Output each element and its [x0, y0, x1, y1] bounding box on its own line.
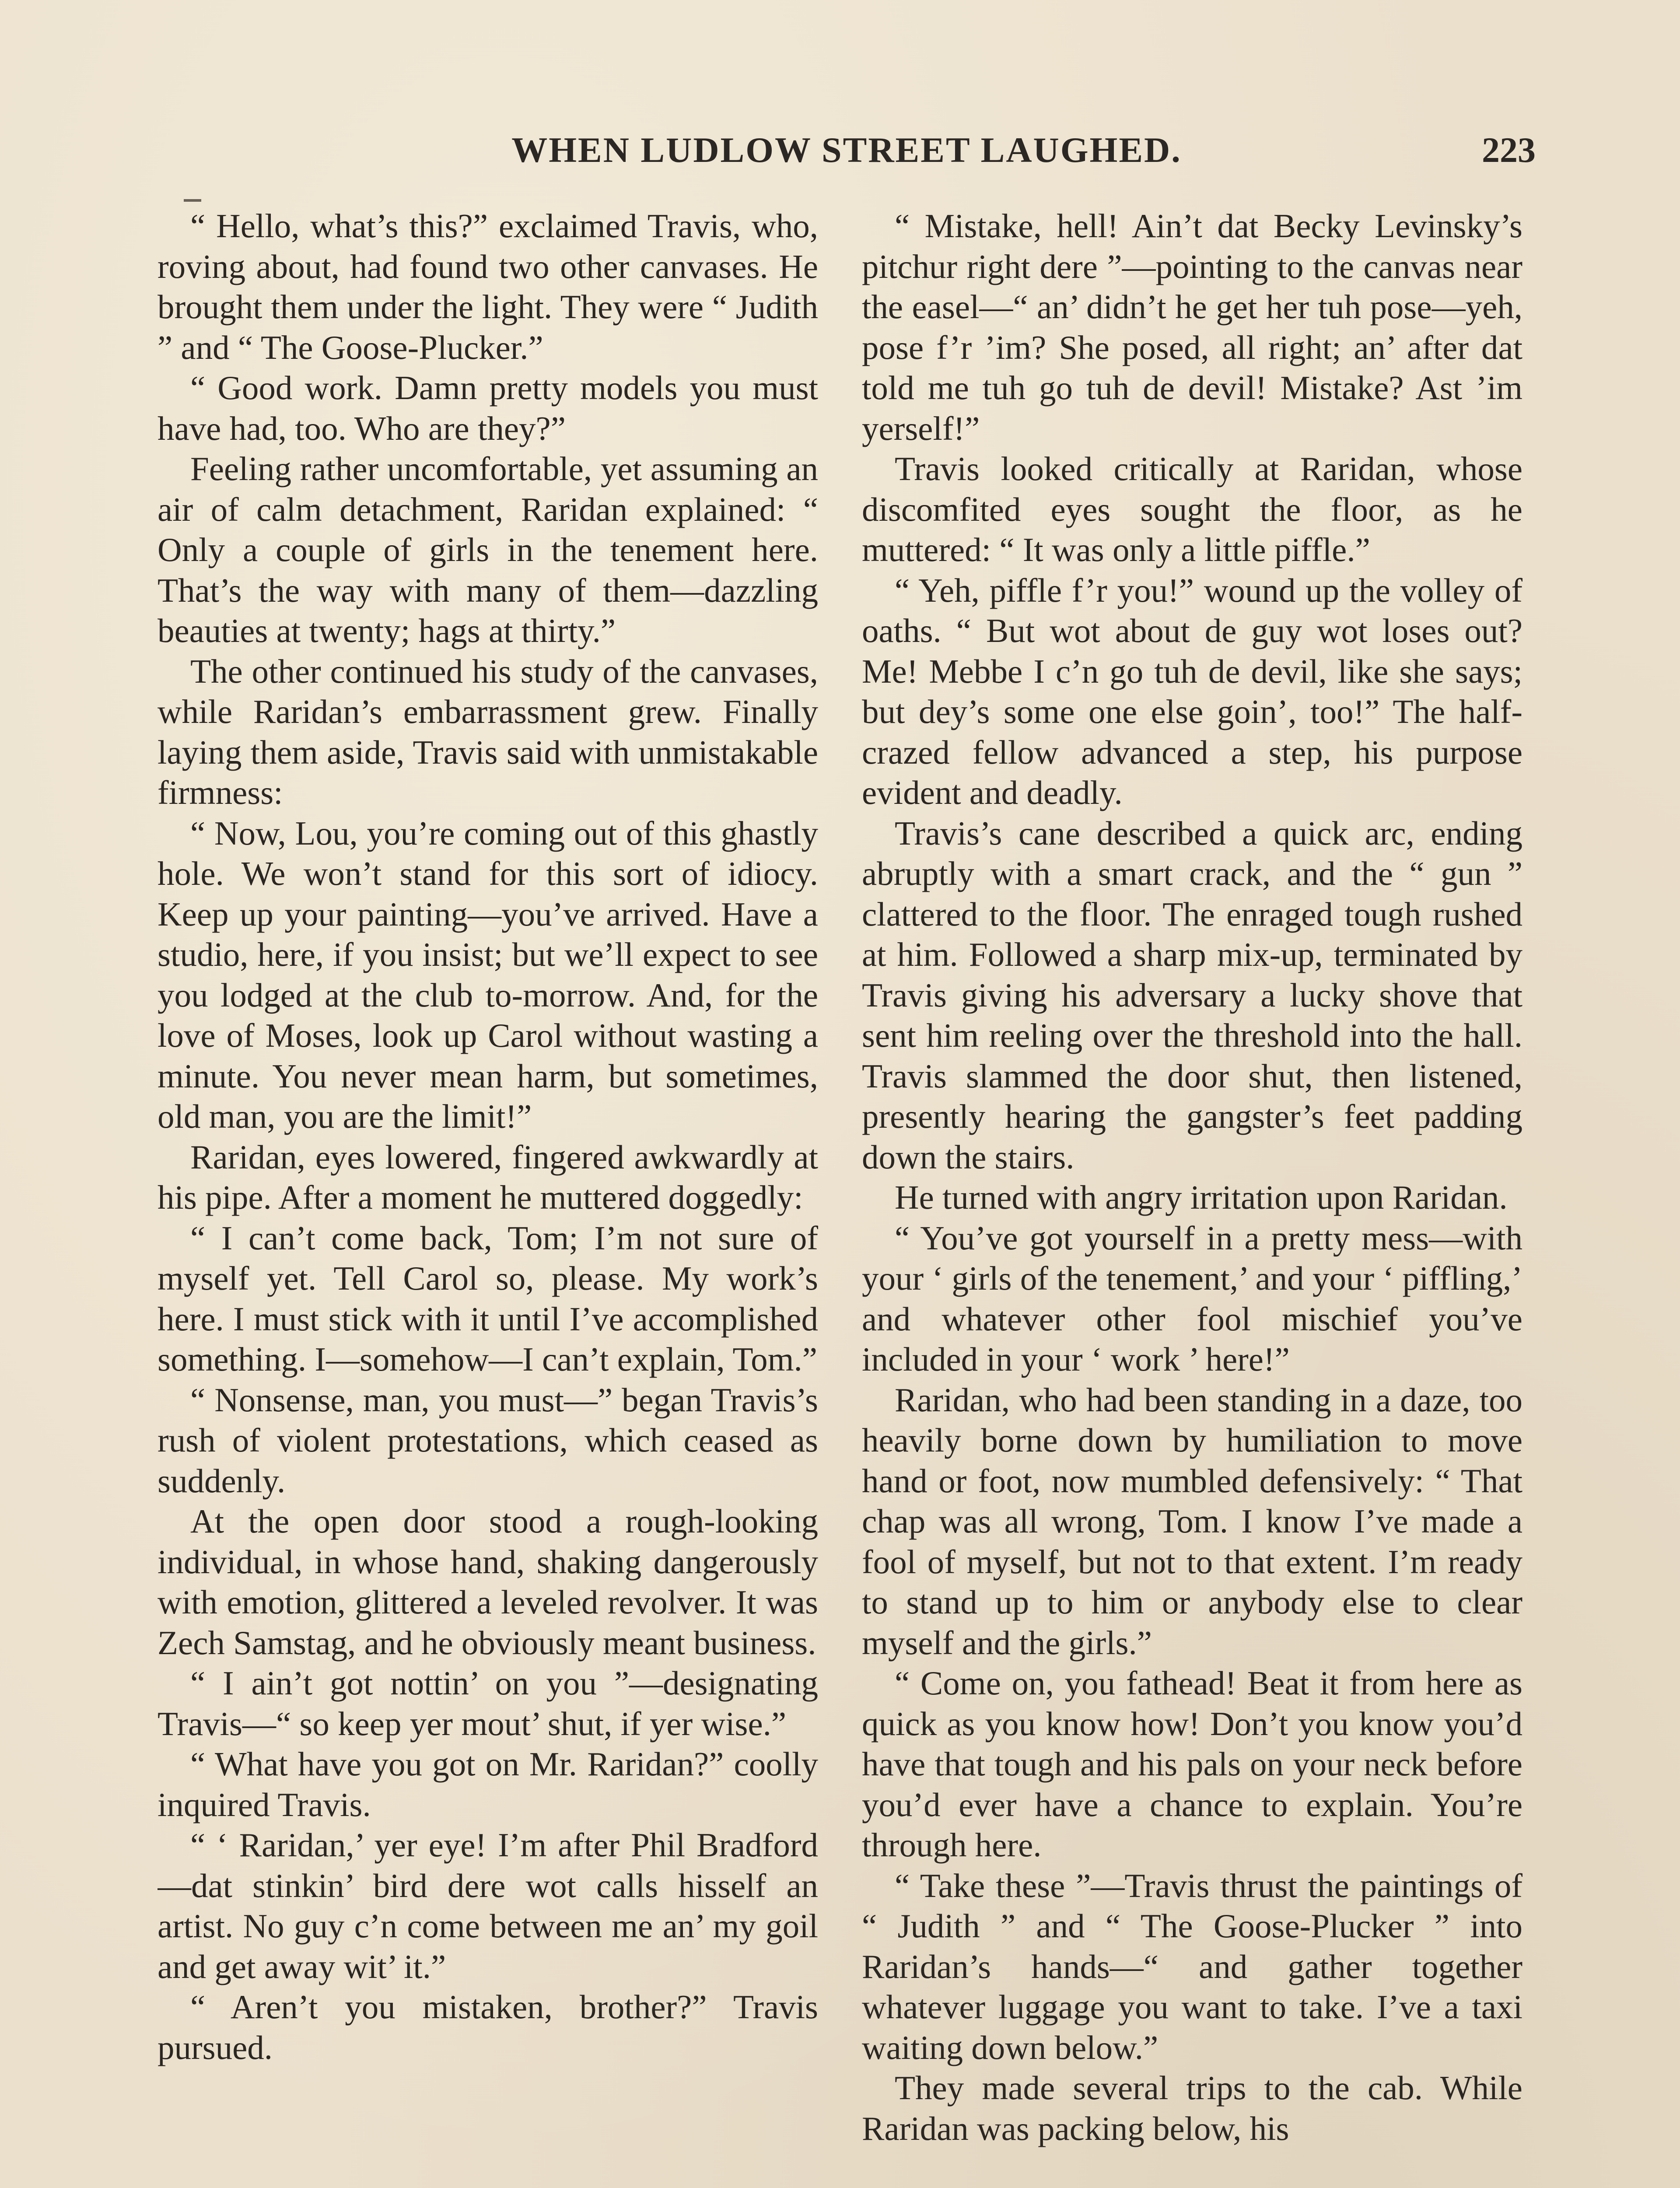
paragraph: “ Nonsense, man, you must—” began Travis’s rush of violent protestations, which ceased as suddenly. [158, 1381, 818, 1500]
paragraph: “ Hello, what’s this?” exclaimed Travis, who, roving about, had found two other canvases. He brought them under the light. They were “ Judith ” and “ The Goose-Plucker.” [158, 207, 818, 366]
printer-mark [184, 199, 201, 202]
paragraph: Raridan, who had been standing in a daze, too heavily borne down by humiliation to move hand or foot, now mumbled defensively: “ That chap was all wrong, Tom. I know I’ve made a fool of myself, but not to that extent. I’m ready to stand up to him or anybody else to clear myself and the girls.” [862, 1381, 1522, 1662]
paragraph: “ Mistake, hell! Ain’t dat Becky Levinsky’s pitchur right dere ”—pointing to the canvas near the easel—“ an’ didn’t he get her tuh pose—yeh, pose f’r ’im? She posed, all right; an’ after dat told me tuh go tuh de devil! Mistake? Ast ’im yerself!” [862, 207, 1522, 447]
paragraph: “ You’ve got yourself in a pretty mess—with your ‘ girls of the tenement,’ and your ‘ piffling,’ and whatever other fool mischief you’ve included in your ‘ work ’ here!” [862, 1219, 1522, 1378]
paragraph: Feeling rather uncomfortable, yet assuming an air of calm detachment, Raridan explained: “ Only a couple of girls in the tenement here. That’s the way with many of them—dazzling beauties at twenty; hags at thirty.” [158, 450, 818, 649]
paragraph: Travis looked critically at Raridan, whose discomfited eyes sought the floor, as he muttered: “ It was only a little piffle.” [862, 450, 1522, 568]
paragraph: “ I ain’t got nottin’ on you ”—designating Travis—“ so keep yer mout’ shut, if yer wise.” [158, 1664, 818, 1743]
running-head: WHEN LUDLOW STREET LAUGHED. [511, 130, 1182, 170]
page-number: 223 [1482, 130, 1536, 170]
paragraph: “ Come on, you fathead! Beat it from here as quick as you know how! Don’t you know you’d have that tough and his pals on your neck before you’d ever have a chance to explain. You’re through here. [862, 1664, 1522, 1864]
paragraph: “ I can’t come back, Tom; I’m not sure of myself yet. Tell Carol so, please. My work’s here. I must stick with it until I’ve accomplished something. I—somehow—I can’t explain, Tom.” [158, 1219, 818, 1378]
paragraph: “ Aren’t you mistaken, brother?” Travis pursued. [158, 1988, 818, 2066]
paragraph: “ Good work. Damn pretty models you must have had, too. Who are they?” [158, 369, 818, 447]
paragraph: “ What have you got on Mr. Raridan?” coolly inquired Travis. [158, 1745, 818, 1823]
paragraph: “ Now, Lou, you’re coming out of this ghastly hole. We won’t stand for this sort of idiocy. Keep up your painting—you’ve arrived. Have a studio, here, if you insist; but we’ll expect to see you lodged at the club to-morrow. And, for the love of Moses, look up Carol without wasting a minute. You never mean harm, but sometimes, old man, you are the limit!” [158, 814, 818, 1135]
right-column [862, 206, 1522, 2188]
paragraph: “ ‘ Raridan,’ yer eye! I’m after Phil Bradford—dat stinkin’ bird dere wot calls hisself an artist. No guy c’n come between me an’ my goil and get away wit’ it.” [158, 1826, 818, 1985]
paragraph: They made several trips to the cab. While Raridan was packing below, his [862, 2069, 1522, 2147]
left-column [158, 206, 818, 2188]
paragraph: The other continued his study of the canvases, while Raridan’s embarrassment grew. Finally laying them aside, Travis said with unmistakable firmness: [158, 652, 818, 811]
paragraph: He turned with angry irritation upon Raridan. [895, 1178, 1508, 1216]
paragraph: Raridan, eyes lowered, fingered awkwardly at his pipe. After a moment he muttered doggedly: [158, 1138, 818, 1216]
paragraph: Travis’s cane described a quick arc, ending abruptly with a smart crack, and the “ gun ” clattered to the floor. The enraged tough rushed at him. Followed a sharp mix-up, terminated by Travis giving his adversary a lucky shove that sent him reeling over the threshold into the hall. Travis slammed the door shut, then listened, presently hearing the gangster’s feet padding down the stairs. [862, 814, 1522, 1176]
page-header [158, 122, 1536, 179]
paragraph: “ Take these ”—Travis thrust the paintings of “ Judith ” and “ The Goose-Plucker ” into Raridan’s hands—“ and gather together whatever luggage you want to take. I’ve a taxi waiting down below.” [862, 1866, 1522, 2066]
paragraph: “ Yeh, piffle f’r you!” wound up the volley of oaths. “ But wot about de guy wot loses out? Me! Mebbe I c’n go tuh de devil, like she says; but dey’s some one else goin’, too!” The half-crazed fellow advanced a step, his purpose evident and deadly. [862, 571, 1522, 811]
paragraph: At the open door stood a rough-looking individual, in whose hand, shaking dangerously with emotion, glittered a leveled revolver. It was Zech Samstag, and he obviously meant business. [158, 1502, 818, 1662]
